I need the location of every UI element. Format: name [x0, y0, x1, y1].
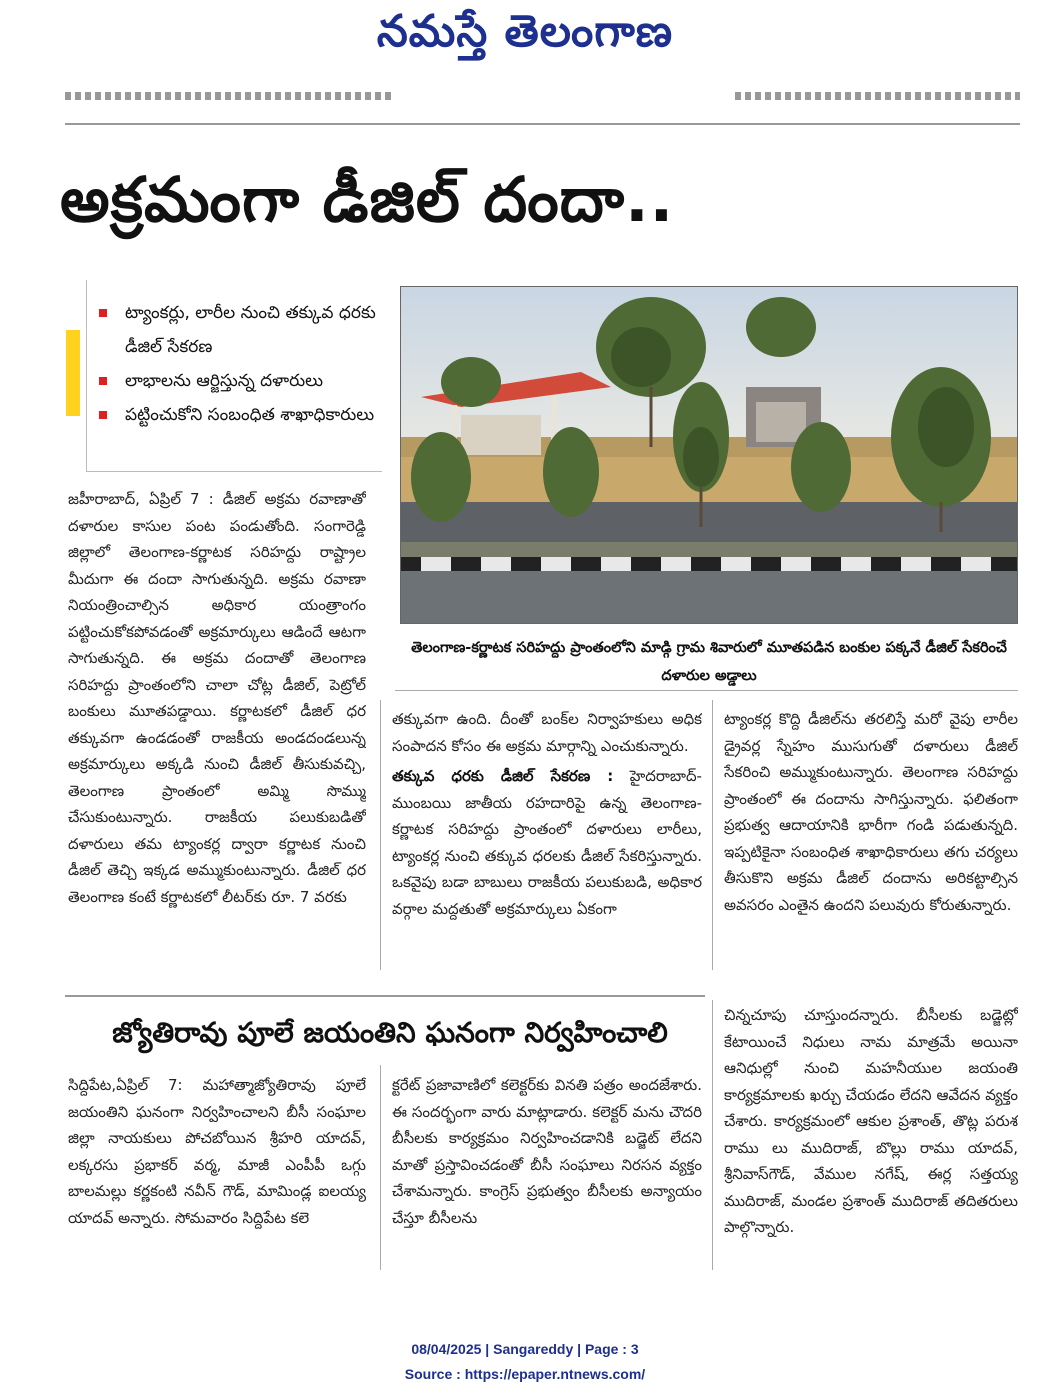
cropped-header-strip-right: [735, 92, 1020, 100]
caption-divider: [395, 690, 1018, 691]
article-headline: జ్యోతిరావు పూలే జయంతిని ఘనంగా నిర్వహించాలి: [112, 1016, 668, 1049]
edition-info: 08/04/2025 | Sangareddy | Page : 3: [411, 1341, 639, 1357]
highlights-box: [86, 280, 382, 472]
page-footer: [0, 1337, 1050, 1387]
article-body: క్టరేట్ ప్రజావాణిలో కలెక్టర్‌కు వినతి పత్రం అందజేశారు. ఈ సందర్భంగా వారు మాట్లాడారు. కలెక్టర్ మను చౌదరి బీసీలకు కార్యక్రమం నిర్వహించడానికి బడ్జెట్ లేదని మాతో ప్రస్తావించడంతో బీసీ సంఘాలు నిరసన వ్యక్తం చేశామన్నారు. కాంగ్రెస్ ప్రభుత్వం బీసీలకు అన్యాయం చేస్తూ బీసీలను: [392, 1076, 702, 1227]
highlight-accent-bar: [66, 330, 80, 416]
highlight-item: లాభాలను ఆర్జిస్తున్న దళారులు: [99, 364, 379, 398]
red-bullet-icon: [99, 309, 107, 317]
story-divider: [65, 995, 705, 997]
column-divider: [712, 700, 713, 970]
article-column-3: [724, 1002, 1018, 1272]
masthead: [0, 0, 1050, 75]
article-body: చిన్నచూపు చూస్తుందన్నారు. బీసీలకు బడ్జెట్లో కేటాయించే నిధులు నామ మాత్రమే అయినా ఆనిధుల్లో నుంచి మహనీయుల జయంతి కార్యక్రమాలకు ఖర్చు చేయడం లేదని ఆవేదన వ్యక్తం చేశారు. కార్యక్రమంలో ఆకుల ప్రశాంత్, తొట్ల పరుశ రాము లు ముదిరాజ్, బొల్లు రాము యాదవ్, శ్రీనివాస్‌గౌడ్, వేముల నగేష్, ఈర్ల సత్తయ్య ముదిరాజ్, మండల ప్రశాంత్ ముదిరాజ్ తదితరులు పాల్గొన్నారు.: [724, 1006, 1018, 1236]
article-body: జహీరాబాద్, ఏప్రిల్ 7 : డీజిల్ అక్రమ రవాణాతో దళారుల కాసుల పంట పండుతోంది. సంగారెడ్డి జిల్లాలో తెలంగాణ-కర్ణాటక సరిహద్దు రాష్ట్రాల మీదుగా ఈ దందా సాగుతున్నది. అక్రమ రవాణా నియంత్రించాల్సిన అధికార యంత్రాంగం పట్టించుకోకపోవడంతో అక్రమార్కులు ఆడిందే ఆటగా సాగుతున్నది. ఈ అక్రమ దందాతో తెలంగాణ సరిహద్దు ప్రాంతంలోని చాలా చోట్ల డీజిల్, పెట్రోల్ బంకులు మూతపడ్డాయి. కర్ణాటకలో డీజిల్ ధర తక్కువగా ఉండడంతో రాజకీయ అండదండలున్న అక్రమార్కులు అక్కడి నుంచి డీజిల్ తీసుకువచ్చి, తెలంగాణ ప్రాంతంలో అమ్మి సొమ్ము చేసుకుంటున్నారు. రాజకీయ పలుకుబడితో దళారులు తమ ట్యాంకర్ల ద్వారా కర్ణాటక నుంచి డీజిల్ తెచ్చి ఇక్కడ అమ్ముకుంటున్నారు. డీజిల్ ధర తెలంగాణ కంటే కర్ణాటకలో లీటర్‌కు రూ. 7 వరకు: [68, 490, 366, 906]
photo-illustration: [401, 287, 1018, 624]
column-divider: [380, 1065, 381, 1270]
red-bullet-icon: [99, 411, 107, 419]
header-divider: [65, 123, 1020, 125]
article-column-1: [68, 486, 366, 976]
newspaper-logo: నమస్తే తెలంగాణ: [376, 6, 674, 57]
article-body: ట్యాంకర్ల కొద్ది డీజిల్‌ను తరలిస్తే మరో వైపు లారీల డ్రైవర్ల స్నేహం ముసుగుతో దళారులు డీజిల్ సేకరించి అమ్ముకుంటున్నారు. తెలంగాణ సరిహద్దు ప్రాంతంలో ఈ దందాను సాగిస్తున్నారు. ఫలితంగా ప్రభుత్వ ఆదాయానికి భారీగా గండి పడుతున్నది. ఇప్పటికైనా సంబంధిత శాఖాధికారులు తగు చర్యలు తీసుకొని అక్రమ డీజిల్ దందాను అరికట్టాల్సిన అవసరం ఎంతైన ఉందని పలువురు కోరుతున్నారు.: [724, 710, 1018, 914]
sub-heading: తక్కువ ధరకు డీజిల్ సేకరణ :: [392, 767, 614, 785]
cropped-header-strip-left: [65, 92, 395, 100]
article-column-2: [392, 1072, 702, 1262]
photo-caption: తెలంగాణ-కర్ణాటక సరిహద్దు ప్రాంతంలోని మాడ్గి గ్రామ శివారులో మూతపడిన బంకుల పక్కనే డీజిల్ సేకరించే దళారుల అడ్డాలు: [411, 640, 1007, 684]
news-photo: [400, 286, 1018, 624]
red-bullet-icon: [99, 377, 107, 385]
source-link[interactable]: Source : https://epaper.ntnews.com/: [404, 1366, 646, 1382]
article-column-3: [724, 706, 1018, 976]
column-divider: [712, 1000, 713, 1270]
article-body: తక్కువగా ఉంది. దీంతో బంక్‌ల నిర్వాహకులు అధిక సంపాదన కోసం ఈ అక్రమ మార్గాన్ని ఎంచుకున్నారు.: [392, 710, 702, 755]
article-column-2: [392, 706, 702, 976]
article-column-1: [68, 1072, 366, 1262]
article-headline: అక్రమంగా డీజిల్ దందా..: [60, 163, 675, 236]
highlight-item: పట్టించుకోని సంబంధిత శాఖాధికారులు: [99, 398, 379, 468]
article-body: తక్కువ ధరకు డీజిల్ సేకరణ : హైదరాబాద్-ముంబయి జాతీయ రహదారిపై ఉన్న తెలంగాణ-కర్ణాటక సరిహద్దు ప్రాంతంలో దళారులు లారీలు, ట్యాంకర్ల నుంచి తక్కువ ధరలకు డీజిల్ సేకరిస్తున్నారు. ఒకవైపు బడా బాబులు రాజకీయ పలుకుబడి, అధికార వర్గాల మద్దతుతో అక్రమార్కులు ఏకంగా: [392, 767, 702, 918]
highlight-item: ట్యాంకర్లు, లారీల నుంచి తక్కువ ధరకు డీజిల్ సేకరణ: [99, 296, 379, 366]
article-body: సిద్దిపేట,ఏప్రిల్ 7: మహాత్మాజ్యోతిరావు పూలే జయంతిని ఘనంగా నిర్వహించాలని బీసీ సంఘాల జిల్లా నాయకులు పోచబోయిన శ్రీహరి యాదవ్, లక్కరసు ప్రభాకర్ వర్మ, మాజీ ఎంపీపీ ఒగ్గు బాలమల్లు కర్ణకంటి నవీన్ గౌడ్, మామిండ్ల ఐలయ్య యాదవ్ అన్నారు. సోమవారం సిద్దిపేట కలె: [68, 1076, 366, 1227]
column-divider: [380, 700, 381, 970]
